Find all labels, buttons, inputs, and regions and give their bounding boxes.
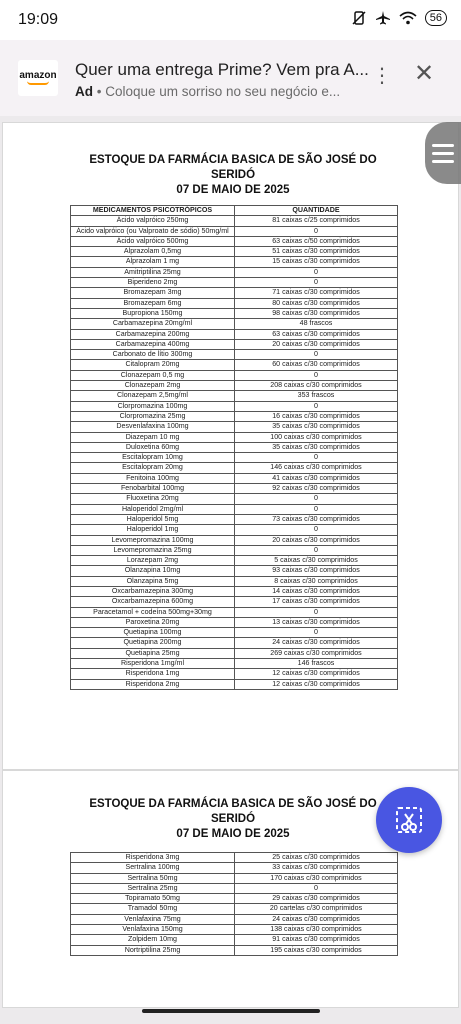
table-row [71,576,398,586]
quantity-cell: 0 [235,267,398,277]
amazon-smile-icon [27,81,49,85]
medication-cell: Paroxetina 20mg [71,617,235,627]
page-title-line: ESTOQUE DA FARMÁCIA BASICA DE SÃO JOSÉ DO [89,154,377,166]
page-title [73,153,393,198]
quantity-cell: 25 caixas c/30 comprimidos [235,853,398,863]
column-header-quantity: QUANTIDADE [235,206,398,216]
quantity-cell: 63 caixas c/50 comprimidos [235,236,398,246]
medication-cell: Haloperidol 1mg [71,525,235,535]
quantity-cell: 20 cartelas c/30 comprimidos [235,904,398,914]
medication-cell: Escitalopram 10mg [71,453,235,463]
pdf-viewer[interactable] [0,116,461,1024]
quantity-cell: 24 caixas c/30 comprimidos [235,914,398,924]
medication-cell: Duloxetina 60mg [71,442,235,452]
table-row [71,566,398,576]
medication-cell: Venlafaxina 75mg [71,914,235,924]
battery-indicator: 56 [425,10,447,26]
quantity-cell: 71 caixas c/30 comprimidos [235,288,398,298]
medication-cell: Sertralina 100mg [71,863,235,873]
medication-cell: Amitriptilina 25mg [71,267,235,277]
quantity-cell: 60 caixas c/30 comprimidos [235,360,398,370]
quantity-cell: 92 caixas c/30 comprimidos [235,484,398,494]
medication-cell: Carbamazepina 200mg [71,329,235,339]
quantity-cell: 100 caixas c/30 comprimidos [235,432,398,442]
table-row [71,308,398,318]
table-row [71,669,398,679]
wifi-icon [399,11,417,25]
quantity-cell: 0 [235,504,398,514]
medication-cell: Bupropiona 150mg [71,308,235,318]
medication-cell: Ácido valpróico 500mg [71,236,235,246]
medication-cell: Quetiapina 25mg [71,648,235,658]
airplane-icon [375,10,391,26]
table-row [71,432,398,442]
table-row [71,381,398,391]
amazon-logo[interactable] [18,60,58,96]
table-row [71,607,398,617]
table-row [71,556,398,566]
medication-cell: Risperidona 1mg [71,669,235,679]
table-row [71,925,398,935]
medication-cell: Carbamazepina 400mg [71,339,235,349]
table-row [71,914,398,924]
table-row [71,853,398,863]
ad-title[interactable]: Quer uma entrega Prime? Vem pra A... [75,60,369,79]
table-row [71,894,398,904]
quantity-cell: 8 caixas c/30 comprimidos [235,576,398,586]
amazon-logo-text: amazon [19,70,57,81]
quantity-cell: 80 caixas c/30 comprimidos [235,298,398,308]
scissors-selection-button[interactable] [376,787,442,853]
table-row [71,247,398,257]
status-icons [351,10,447,26]
table-row [71,494,398,504]
table-row [71,288,398,298]
quantity-cell: 24 caixas c/30 comprimidos [235,638,398,648]
quantity-cell: 0 [235,401,398,411]
quantity-cell: 146 caixas c/30 comprimidos [235,463,398,473]
quantity-cell: 12 caixas c/30 comprimidos [235,669,398,679]
medication-cell: Quetiapina 100mg [71,628,235,638]
table-row [71,514,398,524]
medication-cell: Bromazepam 6mg [71,298,235,308]
medication-cell: Ácido valpróico (ou Valproato de sódio) 50mg/ml [71,226,235,236]
quantity-cell: 33 caixas c/30 comprimidos [235,863,398,873]
quantity-cell: 48 frascos [235,319,398,329]
table-row [71,659,398,669]
menu-icon-line [432,144,454,147]
quantity-cell: 269 caixas c/30 comprimidos [235,648,398,658]
page-title-line: SERIDÓ [210,813,256,825]
menu-icon-line [432,152,454,155]
table-row [71,904,398,914]
medication-cell: Paracetamol + codeína 500mg+30mg [71,607,235,617]
table-row [71,638,398,648]
quantity-cell: 41 caixas c/30 comprimidos [235,473,398,483]
column-header-medication: MEDICAMENTOS PSICOTRÓPICOS [71,206,235,216]
table-row [71,442,398,452]
medication-cell: Diazepam 10 mg [71,432,235,442]
quantity-cell: 20 caixas c/30 comprimidos [235,339,398,349]
quantity-cell: 35 caixas c/30 comprimidos [235,422,398,432]
table-header [71,206,398,216]
medication-cell: Clonazepam 0,5 mg [71,370,235,380]
quantity-cell: 0 [235,545,398,555]
quantity-cell: 0 [235,278,398,288]
quantity-cell: 98 caixas c/30 comprimidos [235,308,398,318]
scroll-handle[interactable] [425,122,461,184]
medication-cell: Carbonato de lítio 300mg [71,350,235,360]
stock-table [70,852,398,956]
medication-cell: Levomepromazina 100mg [71,535,235,545]
medication-cell: Oxcarbamazepina 300mg [71,586,235,596]
table-row [71,401,398,411]
table-row [71,278,398,288]
table-row [71,935,398,945]
table-row [71,648,398,658]
ad-label: Ad [75,84,93,99]
table-row [71,586,398,596]
table-row [71,617,398,627]
quantity-cell: 51 caixas c/30 comprimidos [235,247,398,257]
table-row [71,360,398,370]
quantity-cell: 208 caixas c/30 comprimidos [235,381,398,391]
quantity-cell: 353 frascos [235,391,398,401]
quantity-cell: 73 caixas c/30 comprimidos [235,514,398,524]
table-row [71,873,398,883]
medication-cell: Olanzapina 5mg [71,576,235,586]
table-row [71,628,398,638]
table-row [71,339,398,349]
quantity-cell: 0 [235,883,398,893]
table-row [71,226,398,236]
quantity-cell: 14 caixas c/30 comprimidos [235,586,398,596]
table-row [71,267,398,277]
quantity-cell: 13 caixas c/30 comprimidos [235,617,398,627]
medication-cell: Alprazolam 0,5mg [71,247,235,257]
quantity-cell: 93 caixas c/30 comprimidos [235,566,398,576]
quantity-cell: 81 caixas c/25 comprimidos [235,216,398,226]
quantity-cell: 0 [235,226,398,236]
table-row [71,391,398,401]
ad-subtitle: Coloque um sorriso no seu negócio e... [105,84,341,99]
medication-cell: Clonazepam 2,5mg/ml [71,391,235,401]
table-row [71,535,398,545]
menu-icon-line [432,160,454,163]
status-bar [0,0,461,40]
table-row [71,525,398,535]
quantity-cell: 0 [235,453,398,463]
medication-cell: Sertralina 50mg [71,873,235,883]
ad-subtitle-row[interactable]: Ad • Coloque um sorriso no seu negócio e... [75,84,341,99]
table-row [71,329,398,339]
medication-cell: Citalopram 20mg [71,360,235,370]
medication-cell: Bromazepam 3mg [71,288,235,298]
medication-cell: Escitalopram 20mg [71,463,235,473]
stock-table [70,205,398,690]
medication-cell: Levomepromazina 25mg [71,545,235,555]
quantity-cell: 138 caixas c/30 comprimidos [235,925,398,935]
table-row [71,484,398,494]
table-row [71,257,398,267]
close-ad-icon[interactable]: ✕ [414,60,435,87]
quantity-cell: 17 caixas c/30 comprimidos [235,597,398,607]
quantity-cell: 63 caixas c/30 comprimidos [235,329,398,339]
medication-cell: Sertralina 25mg [71,883,235,893]
table-row [71,679,398,689]
medication-cell: Nortriptilina 25mg [71,945,235,955]
medication-cell: Fenitoina 100mg [71,473,235,483]
quantity-cell: 170 caixas c/30 comprimidos [235,873,398,883]
table-row [71,883,398,893]
medication-cell: Desvenlafaxina 100mg [71,422,235,432]
page-title-date: 07 DE MAIO DE 2025 [176,184,290,196]
medication-cell: Carbamazepina 20mg/ml [71,319,235,329]
table-row [71,453,398,463]
navigation-gesture-bar[interactable] [142,1009,320,1013]
status-time: 19:09 [18,11,59,28]
quantity-cell: 195 caixas c/30 comprimidos [235,945,398,955]
quantity-cell: 12 caixas c/30 comprimidos [235,679,398,689]
quantity-cell: 0 [235,628,398,638]
table-row [71,504,398,514]
medication-cell: Tramadol 50mg [71,904,235,914]
table-row [71,350,398,360]
page-title-date: 07 DE MAIO DE 2025 [176,828,290,840]
table-row [71,298,398,308]
table-row [71,411,398,421]
more-options-icon[interactable]: ⋮ [372,65,392,87]
medication-cell: Clorpromazina 100mg [71,401,235,411]
medication-cell: Lorazepam 2mg [71,556,235,566]
medication-cell: Fenobarbital 100mg [71,484,235,494]
pdf-page-1 [2,122,459,770]
quantity-cell: 20 caixas c/30 comprimidos [235,535,398,545]
medication-cell: Venlafaxina 150mg [71,925,235,935]
table-row [71,236,398,246]
quantity-cell: 15 caixas c/30 comprimidos [235,257,398,267]
medication-cell: Clorpromazina 25mg [71,411,235,421]
quantity-cell: 5 caixas c/30 comprimidos [235,556,398,566]
quantity-cell: 0 [235,494,398,504]
medication-cell: Alprazolam 1 mg [71,257,235,267]
table-row [71,863,398,873]
quantity-cell: 91 caixas c/30 comprimidos [235,935,398,945]
medication-cell: Zolpidem 10mg [71,935,235,945]
medication-cell: Haloperidol 2mg/ml [71,504,235,514]
quantity-cell: 35 caixas c/30 comprimidos [235,442,398,452]
table-row [71,422,398,432]
quantity-cell: 0 [235,525,398,535]
page-title-line: ESTOQUE DA FARMÁCIA BASICA DE SÃO JOSÉ DO [89,798,377,810]
page-title [73,797,393,842]
table-row [71,370,398,380]
table-row [71,597,398,607]
medication-cell: Topiramato 50mg [71,894,235,904]
vibrate-off-icon [351,10,367,26]
medication-cell: Risperidona 1mg/ml [71,659,235,669]
quantity-cell: 0 [235,607,398,617]
page-title-line: SERIDÓ [210,169,256,181]
scissors-selection-icon [376,787,442,853]
table-row [71,319,398,329]
medication-cell: Biperideno 2mg [71,278,235,288]
quantity-cell: 146 frascos [235,659,398,669]
table-row [71,945,398,955]
medication-cell: Ácido valpróico 250mg [71,216,235,226]
medication-cell: Haloperidol 5mg [71,514,235,524]
ad-banner[interactable] [0,40,461,116]
table-row [71,473,398,483]
quantity-cell: 16 caixas c/30 comprimidos [235,411,398,421]
quantity-cell: 0 [235,350,398,360]
table-row [71,463,398,473]
medication-cell: Quetiapina 200mg [71,638,235,648]
medication-cell: Oxcarbamazepina 600mg [71,597,235,607]
medication-cell: Fluoxetina 20mg [71,494,235,504]
quantity-cell: 0 [235,370,398,380]
medication-cell: Olanzapina 10mg [71,566,235,576]
table-row [71,545,398,555]
medication-cell: Clonazepam 2mg [71,381,235,391]
medication-cell: Risperidona 2mg [71,679,235,689]
table-row [71,216,398,226]
quantity-cell: 29 caixas c/30 comprimidos [235,894,398,904]
medication-cell: Risperidona 3mg [71,853,235,863]
